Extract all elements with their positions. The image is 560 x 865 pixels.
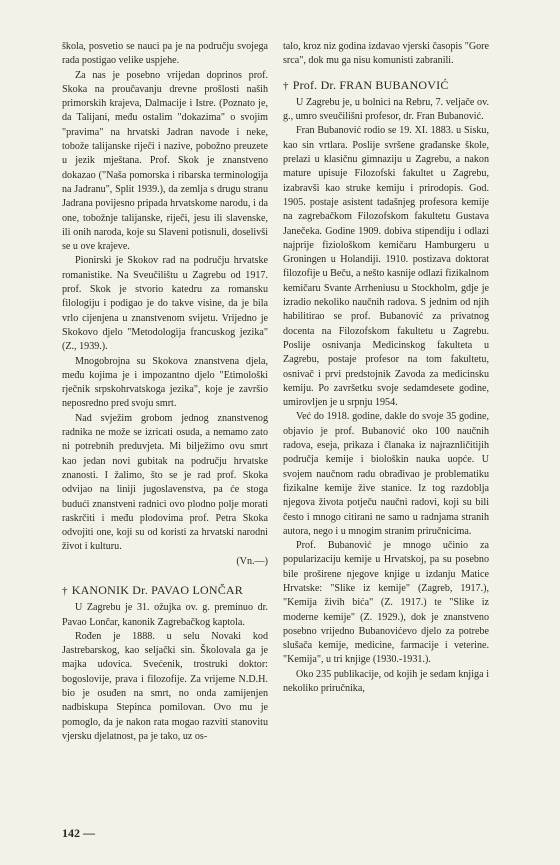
paragraph: Prof. Bubanović je mnogo učinio za popularizaciju kemije u Hrvatskoj, pa su posebno bile proširene njegove knjige u izdanju Matice Hrvatske: "Slike iz kemije" (Zagreb, 1917.), "Kemija živih bića" (Z. 1917.) te "Slike iz moderne kemije" (Z. 1929.), dok je znanstveno posebno vrijedno Bubanovićevo djelo za potrebe slušača kemije, medicine, farmacije i veterine. "Kemija", u tri knjige (1930.-1931.). xyxy=(283,540,489,666)
paragraph: Rođen je 1888. u selu Novaki kod Jastrebarskog, kao seljački sin. Školovala ga je majka udovica. Svećenik, trostruki doktor: bogoslovije, prava i filozofije. Za vrijeme N.D.H. bio je osuđen na smrt, no onda zamijenjen nadbiskupa Stepinca pomilovan. Ovo mu je pomoglo, da je nakon rata mogao razviti stanovitu vjersku djelatnost, pa je tako, uz os- xyxy=(62,630,268,742)
dagger-icon: † xyxy=(62,584,68,597)
obituary-heading xyxy=(62,583,268,598)
paragraph: Nad svježim grobom jednog znanstvenog radnika ne može se izricati osuda, a nemamo zato ni potrebnih preduvjeta. Mi bilježimo ovu smrt kao jedan novi gubitak na području hrvatske znanosti. I žalimo, što se je rad prof. Skoka odvijao na liniji jugoslavenstva, pa će stoga budući znanstveni radnici ovo plodno polje morati raskrčiti i među plodovima prof. Petra Skoka odvojiti one, koji su od koristi za hrvatski narodni život i kulturu. xyxy=(62,412,268,553)
right-column xyxy=(283,40,489,696)
obituary-heading xyxy=(283,78,489,93)
paragraph: Za nas je posebno vrijedan doprinos prof. Skoka na proučavanju drevne prošlosti naših primorskih krajeva, Dalmacije i Istre. (Poznato je, da Talijani, među ostalim "dokazima" o svojim "pravima" na hrvatski Jadran navode i neke, tobože talijanske riječi i nazive, pobožno preuzete u jezik mještana. Prof. Skok je znanstveno dokazao ("Naša pomorska i ribarska terminologija na Jadranu", Split 1939.), da zemlja s drugu stranu Jadrana povijesno pripada hrvatskome narodu, i da one, tobožnje talijanske, riječi, jesu ili slavenske, ili onih naroda, koje su Slaveni potisnuli, doselivši se u ove krajeve. xyxy=(62,69,268,253)
heading-title: KANONIK Dr. PAVAO LONČAR xyxy=(71,582,243,597)
paragraph: Mnogobrojna su Skokova znanstvena djela, među kojima je i impozantno djelo "Etimološki rječnik srpskohrvatskoga jezika", koje je završio neposredno pred svoju smrt. xyxy=(62,355,268,410)
left-column xyxy=(62,40,268,744)
paragraph: škola, posvetio se nauci pa je na području svojega rada postigao velike uspjehe. xyxy=(62,41,268,67)
paragraph: Fran Bubanović rodio se 19. XI. 1883. u Sisku, kao sin vrtlara. Poslije svršene građanske škole, prelazi u klasičnu gimnaziju u Zagrebu, a nakon mature upisuje Filozofski fakultet u Zagrebu, izabravši kao struke kemiju i prirodopis. God. 1905. postaje asistent tadašnjeg profesora kemije na zagrebačkom Filozofskom fakultetu Gustava Janečeka. Godine 1909. dobiva stipendiju i odlazi najprije fiziološkom kemičaru Hamburgeru u Groningen u Holandiji. 1910. postizava doktorat filozofije u Beču, a nešto kasnije odlazi fizikalnom kemičaru Svante Arrheniusu u Stockholm, gdje je izradio nekoliko naučnih radova. S jednim od njih habilitirao se prof. Bubanović za privatnog docenta na Filozofskom fakultetu u Zagrebu. Poslije osnivanja Medicinskog fakulteta u Zagrebu, postaje profesor na tom fakultetu, osnivač i prvi predstojnik Zavoda za medicinsku kemiju. Po završetku svoje sedamdesete godine, umirovljen je u srpnju 1954. xyxy=(283,125,489,409)
page-number: 142 — xyxy=(62,826,95,840)
paragraph: talo, kroz niz godina izdavao vjerski časopis "Gore srca", dok mu ga nisu komunisti zabranili. xyxy=(283,41,489,67)
paragraph: Već do 1918. godine, dakle do svoje 35 godine, objavio je prof. Bubanović oko 100 naučnih radova, eseja, prikaza i članaka iz najraznličitijih područja kemije i biološkin nauka uopće. U svojem naučnom radu obrađivao je problematiku fizikalne kemije žive stanice. Iz tog razdoblja njegova života potječu naučni radovi, koji su bili često i mnogo citirani ne samo u radnjama stranih autora, nego i u mnogim stranim priručnicima. xyxy=(283,411,489,537)
author-signature: (Vn.—) xyxy=(236,555,268,567)
dagger-icon: † xyxy=(283,79,289,92)
heading-title: Prof. Dr. FRAN BUBANOVIĆ xyxy=(292,77,449,92)
paragraph: Oko 235 publikacije, od kojih je sedam knjiga i nekoliko priručnika, xyxy=(283,668,489,695)
paragraph: Pionirski je Skokov rad na području hrvatske romanistike. Na Sveučilištu u Zagrebu od 1917. prof. Skok je stvorio katedru za romansku filologiju i podigao je do takve visine, da je bila vrlo cijenjena u znanstvenom svijetu. Vrijedno je Skokovo djelo "Metodologija francuskog jezika" (Z., 1939.). xyxy=(62,255,268,353)
paragraph: U Zagrebu je 31. ožujka ov. g. preminuo dr. Pavao Lončar, kanonik Zagrebačkog kaptola. xyxy=(62,602,268,628)
paragraph: U Zagrebu je, u bolnici na Rebru, 7. veljače ov. g., umro sveučilišni profesor, dr. Fran Bubanović. xyxy=(283,96,489,123)
